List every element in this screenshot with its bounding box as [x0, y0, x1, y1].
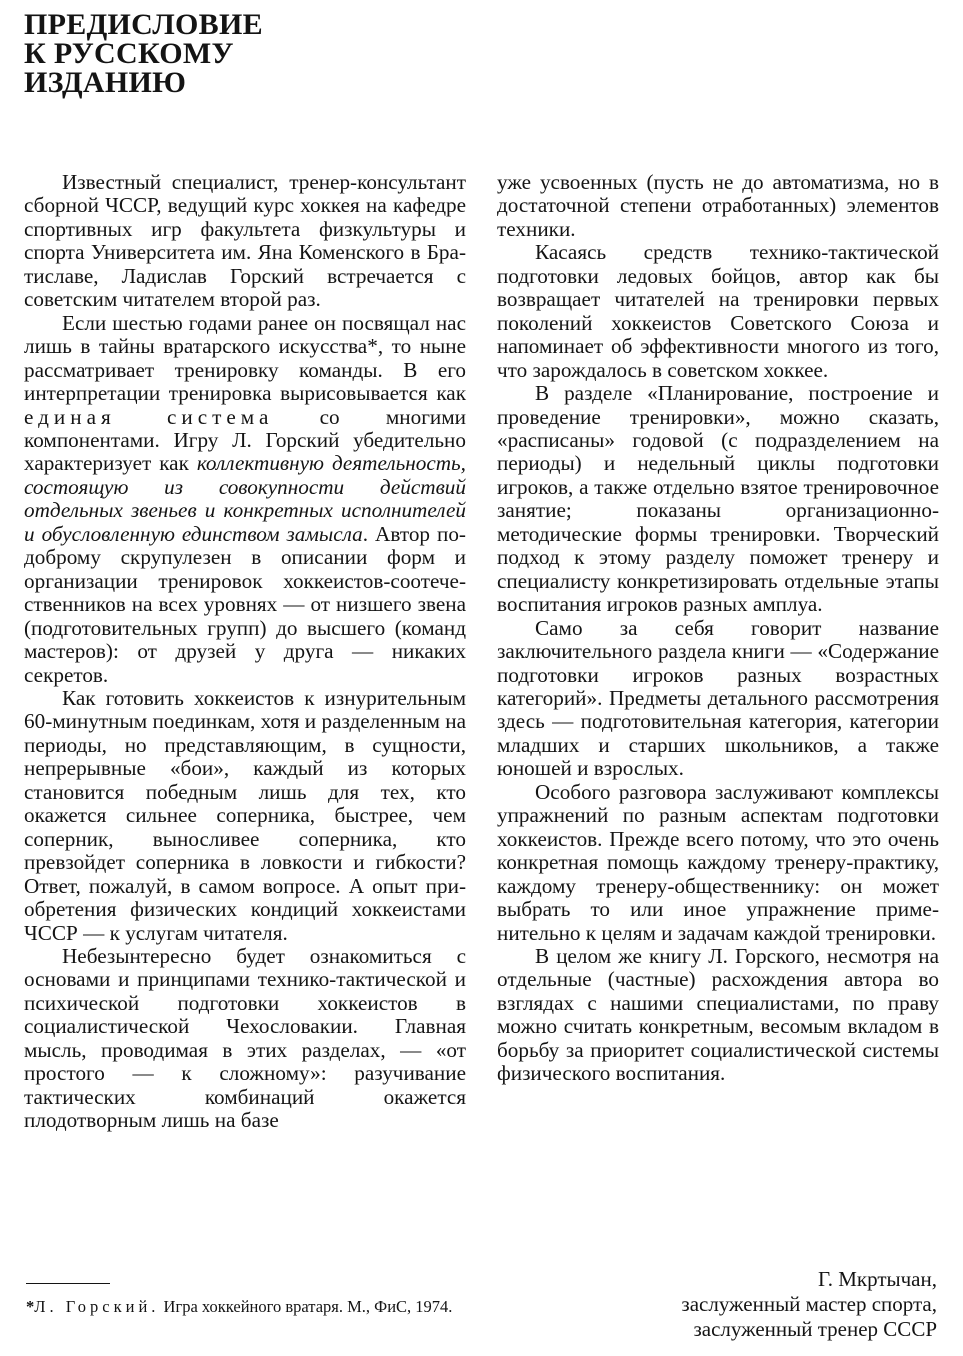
signature-title: заслуженный мастер спорта, [681, 1292, 937, 1316]
right-column [497, 171, 939, 1086]
title-line: К РУССКОМУ [24, 37, 234, 70]
title-line: ИЗДАНИЮ [24, 66, 187, 99]
signature [681, 1267, 937, 1342]
footnote-author: Л. Горский. [34, 1297, 160, 1316]
paragraph: Небезынтересно будет ознакомиться с основами и принципами технико-тактической и психической подготовки хоккеистов в социалистической Чехословакии. Главная мысль, проводимая в этих разделах, — «от простого — к сложному»: разучивание тактических комбинаций окажется плодотворным лишь на базе [24, 943, 466, 1133]
paragraph: В целом же книгу Л. Горского, несмотря на отдельные (частные) расхождения автора во взглядах с нашими специалистами, по праву можно считать конкретным, весомым вкладом в борьбу за приоритет социалистической системы физического воспитания. [497, 943, 939, 1086]
paragraph [24, 312, 466, 687]
footnote [26, 1295, 466, 1318]
italic-emphasis: коллективную деятельность, состоящую из совокупности действий отдельных звеньев и конкретных исполнителей и обусловленную единством замысла [24, 451, 466, 546]
paragraph: Само за себя говорит название заключительного раздела книги — «Содержание подготовки игроков разных возрастных категорий». Предметы детального рассмотрения здесь — подготовительная категория, категории младших и старших школьников, а также юношей и взрослых. [497, 615, 939, 781]
paragraph: Как готовить хоккеистов к изнурительным 60-минутным поединкам, хотя и разделенным на периоды, но представляющим, в сущности, непрерывные «бои», каждый из которых становится победным лишь для тех, кто окажется сильнее соперника, быстрее, чем соперник, выносливее соперника, кто превзойдет соперника в ловкости и гибкости? Ответ, пожалуй, в самом вопросе. А опыт приобретения физических кондиций хоккеистами ЧССР — к услугам читателя. [24, 685, 466, 945]
paragraph-text: со многими компонентами. Игру Л. Горский убедительно характеризует как [24, 404, 466, 476]
paragraph: Особого разговора заслуживают комплексы упражнений по разным аспектам подготовки хоккеистов. Прежде всего потому, что это очень конкретная помощь каждому тренеру-практику, каждому тренеру-общественнику: он может выбрать то или иное упражнение применительно к целям и задачам каждой тренировки. [497, 779, 939, 945]
paragraph: Известный специалист, тренер-консультант сборной ЧССР, ведущий курс хоккея на кафедре спортивных игр факультета физкультуры и спорта Университета им. Яна Коменского в Братиславе, Ладислав Горский встречается с советским читателем второй раз. [24, 170, 466, 312]
footnote-text: Игра хоккейного вратаря. М., ФиС, 1974. [159, 1297, 453, 1316]
paragraph: В разделе «Планирование, построение и проведение тренировки», можно сказать, «расписаны» годовой (с подразделением на периоды) и недельный циклы подготовки игроков, а также отдельно взятое тренировочное занятие; показаны организационно-методические формы тренировки. Творческий подход к этому разделу поможет тренеру и специалисту конкретизировать отдельные этапы воспитания игроков разных амплуа. [497, 381, 939, 617]
left-column [24, 171, 466, 1133]
title-line: ПРЕДИСЛОВИЕ [24, 8, 263, 41]
paragraph-text: Если шестью годами ранее он посвящал нас лишь в тайны вратарского искусства [24, 310, 466, 359]
paragraph-text: . Автор по-доброму скрупулезен в описании форм и организации тренировок хоккеистов-соотечественников на всех уровнях — от низшего звена (подготовительных групп) до высшего (команд мастеров): от друзей у друга — никаких секретов. [24, 521, 466, 687]
page-title [24, 10, 263, 97]
paragraph-text: , то ныне рассматривает тренировку команды. В его интерпретации тренировка вырисовывается как [24, 334, 467, 406]
footnote-mark: * [26, 1297, 35, 1316]
footnote-reference: * [367, 334, 378, 359]
footnote-divider [26, 1283, 110, 1284]
signature-title: заслуженный тренер СССР [693, 1317, 937, 1341]
paragraph: Касаясь средств технико-тактической подготовки ледовых бойцов, автор как бы возвращает читателей на тренировки первых поколений хоккеистов Советского Союза и напоминает об эффективности многого из того, что зарождалось в советском хоккее. [497, 240, 939, 382]
paragraph-continued: уже усвоенных (пусть не до автоматизма, но в достаточной степени отработанных) элементов техники. [497, 170, 939, 241]
signature-name: Г. Мкртычан, [817, 1267, 937, 1291]
spaced-emphasis: единая система [24, 404, 274, 429]
